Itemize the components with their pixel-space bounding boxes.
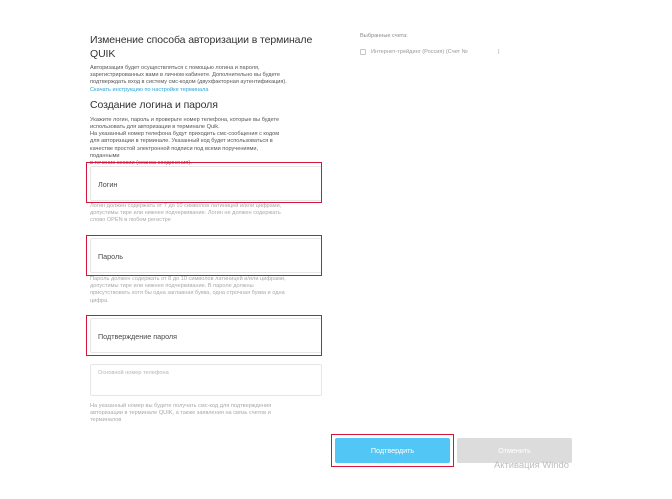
- password-hint-line: допустимы тире или нижнее подчеркивание. В пароле должны: [90, 283, 254, 290]
- password-field[interactable]: [90, 238, 322, 273]
- auth-description: [90, 65, 322, 94]
- phone-hint-line: На указанный номер вы будете получать смс-код для подтверждения: [90, 403, 272, 409]
- password-hint-line: присутствовать хотя бы одна заглавная буква, одна строчная буква и одна: [90, 290, 285, 297]
- create-credentials-title: Создание логина и пароля: [90, 98, 218, 111]
- credentials-fields: [90, 166, 322, 424]
- cancel-button[interactable]: Отменить: [457, 438, 572, 463]
- auth-description-line: подтверждать вход в систему смс-кодом (двухфакторная аутентификация).: [90, 79, 287, 86]
- password-field-label: Пароль: [98, 252, 123, 261]
- login-hint-line: Логин должен содержать от 7 до 10 символов латиницей и/или цифрами,: [90, 203, 282, 209]
- auth-description-line: зарегистрированных вами в личном кабинете. Дополнительно вы будете: [90, 72, 281, 79]
- auth-form-panel: [90, 33, 322, 167]
- confirm-password-field[interactable]: [90, 318, 322, 353]
- create-description-line: Укажите логин, пароль и проверьте номер телефона, которые вы будете: [90, 116, 280, 123]
- selected-accounts-title: Выбранные счета:: [360, 33, 408, 39]
- create-description-line: На указанный номер телефона будут приходить смс-сообщения с кодом: [90, 131, 280, 138]
- password-hint-line: цифра.: [90, 297, 109, 304]
- confirm-password-label: Подтверждение пароля: [98, 332, 178, 341]
- download-instruction-link[interactable]: Скачать инструкцию по настройке терминала: [90, 86, 209, 93]
- login-field[interactable]: [90, 166, 322, 201]
- phone-hint-line: терминалов: [90, 417, 122, 424]
- create-description-line: в течение сессии (сеанса соединения).: [90, 160, 192, 167]
- accounts-panel: [360, 33, 572, 55]
- password-hint: [90, 276, 322, 305]
- create-credentials-description: [90, 117, 322, 167]
- auth-change-title: Изменение способа авторизации в терминале QUIK: [90, 34, 313, 60]
- login-hint: [90, 203, 322, 225]
- login-hint-line: слово OPEN в любом регистре: [90, 217, 171, 224]
- account-item-label: Интернет-трейдинг (Россия) (Счет №: [371, 49, 468, 55]
- account-checkbox[interactable]: [360, 49, 366, 55]
- phone-hint-line: авторизации в терминале QUIK, а также заявления на связь счетов и: [90, 410, 271, 417]
- phone-field[interactable]: [90, 364, 322, 396]
- auth-description-line: Авторизация будет осуществляться с помощью логина и пароля,: [90, 65, 260, 71]
- create-description-line: поданными: [90, 152, 120, 159]
- login-field-label: Логин: [98, 180, 118, 189]
- windows-activation-watermark: Активация Windo: [494, 459, 569, 470]
- account-item-suffix: ): [497, 49, 500, 55]
- confirm-button[interactable]: Подтвердить: [335, 438, 450, 463]
- password-hint-line: Пароль должен содержать от 8 до 10 символов латиницей и/или цифрами,: [90, 276, 286, 282]
- phone-field-placeholder: Основной номер телефона: [98, 370, 169, 376]
- create-description-line: использовать для авторизации в терминале Quik.: [90, 124, 220, 131]
- create-description-line: для авторизации в терминале. Указанный код будет использоваться в: [90, 138, 273, 145]
- create-description-line: качестве простой электронной подписи под всеми поручениями,: [90, 145, 259, 152]
- phone-hint: [90, 403, 322, 425]
- account-item[interactable]: [360, 49, 572, 55]
- login-hint-line: допустимы тире или нижнее подчеркивание. Логин не должен содержать: [90, 210, 281, 217]
